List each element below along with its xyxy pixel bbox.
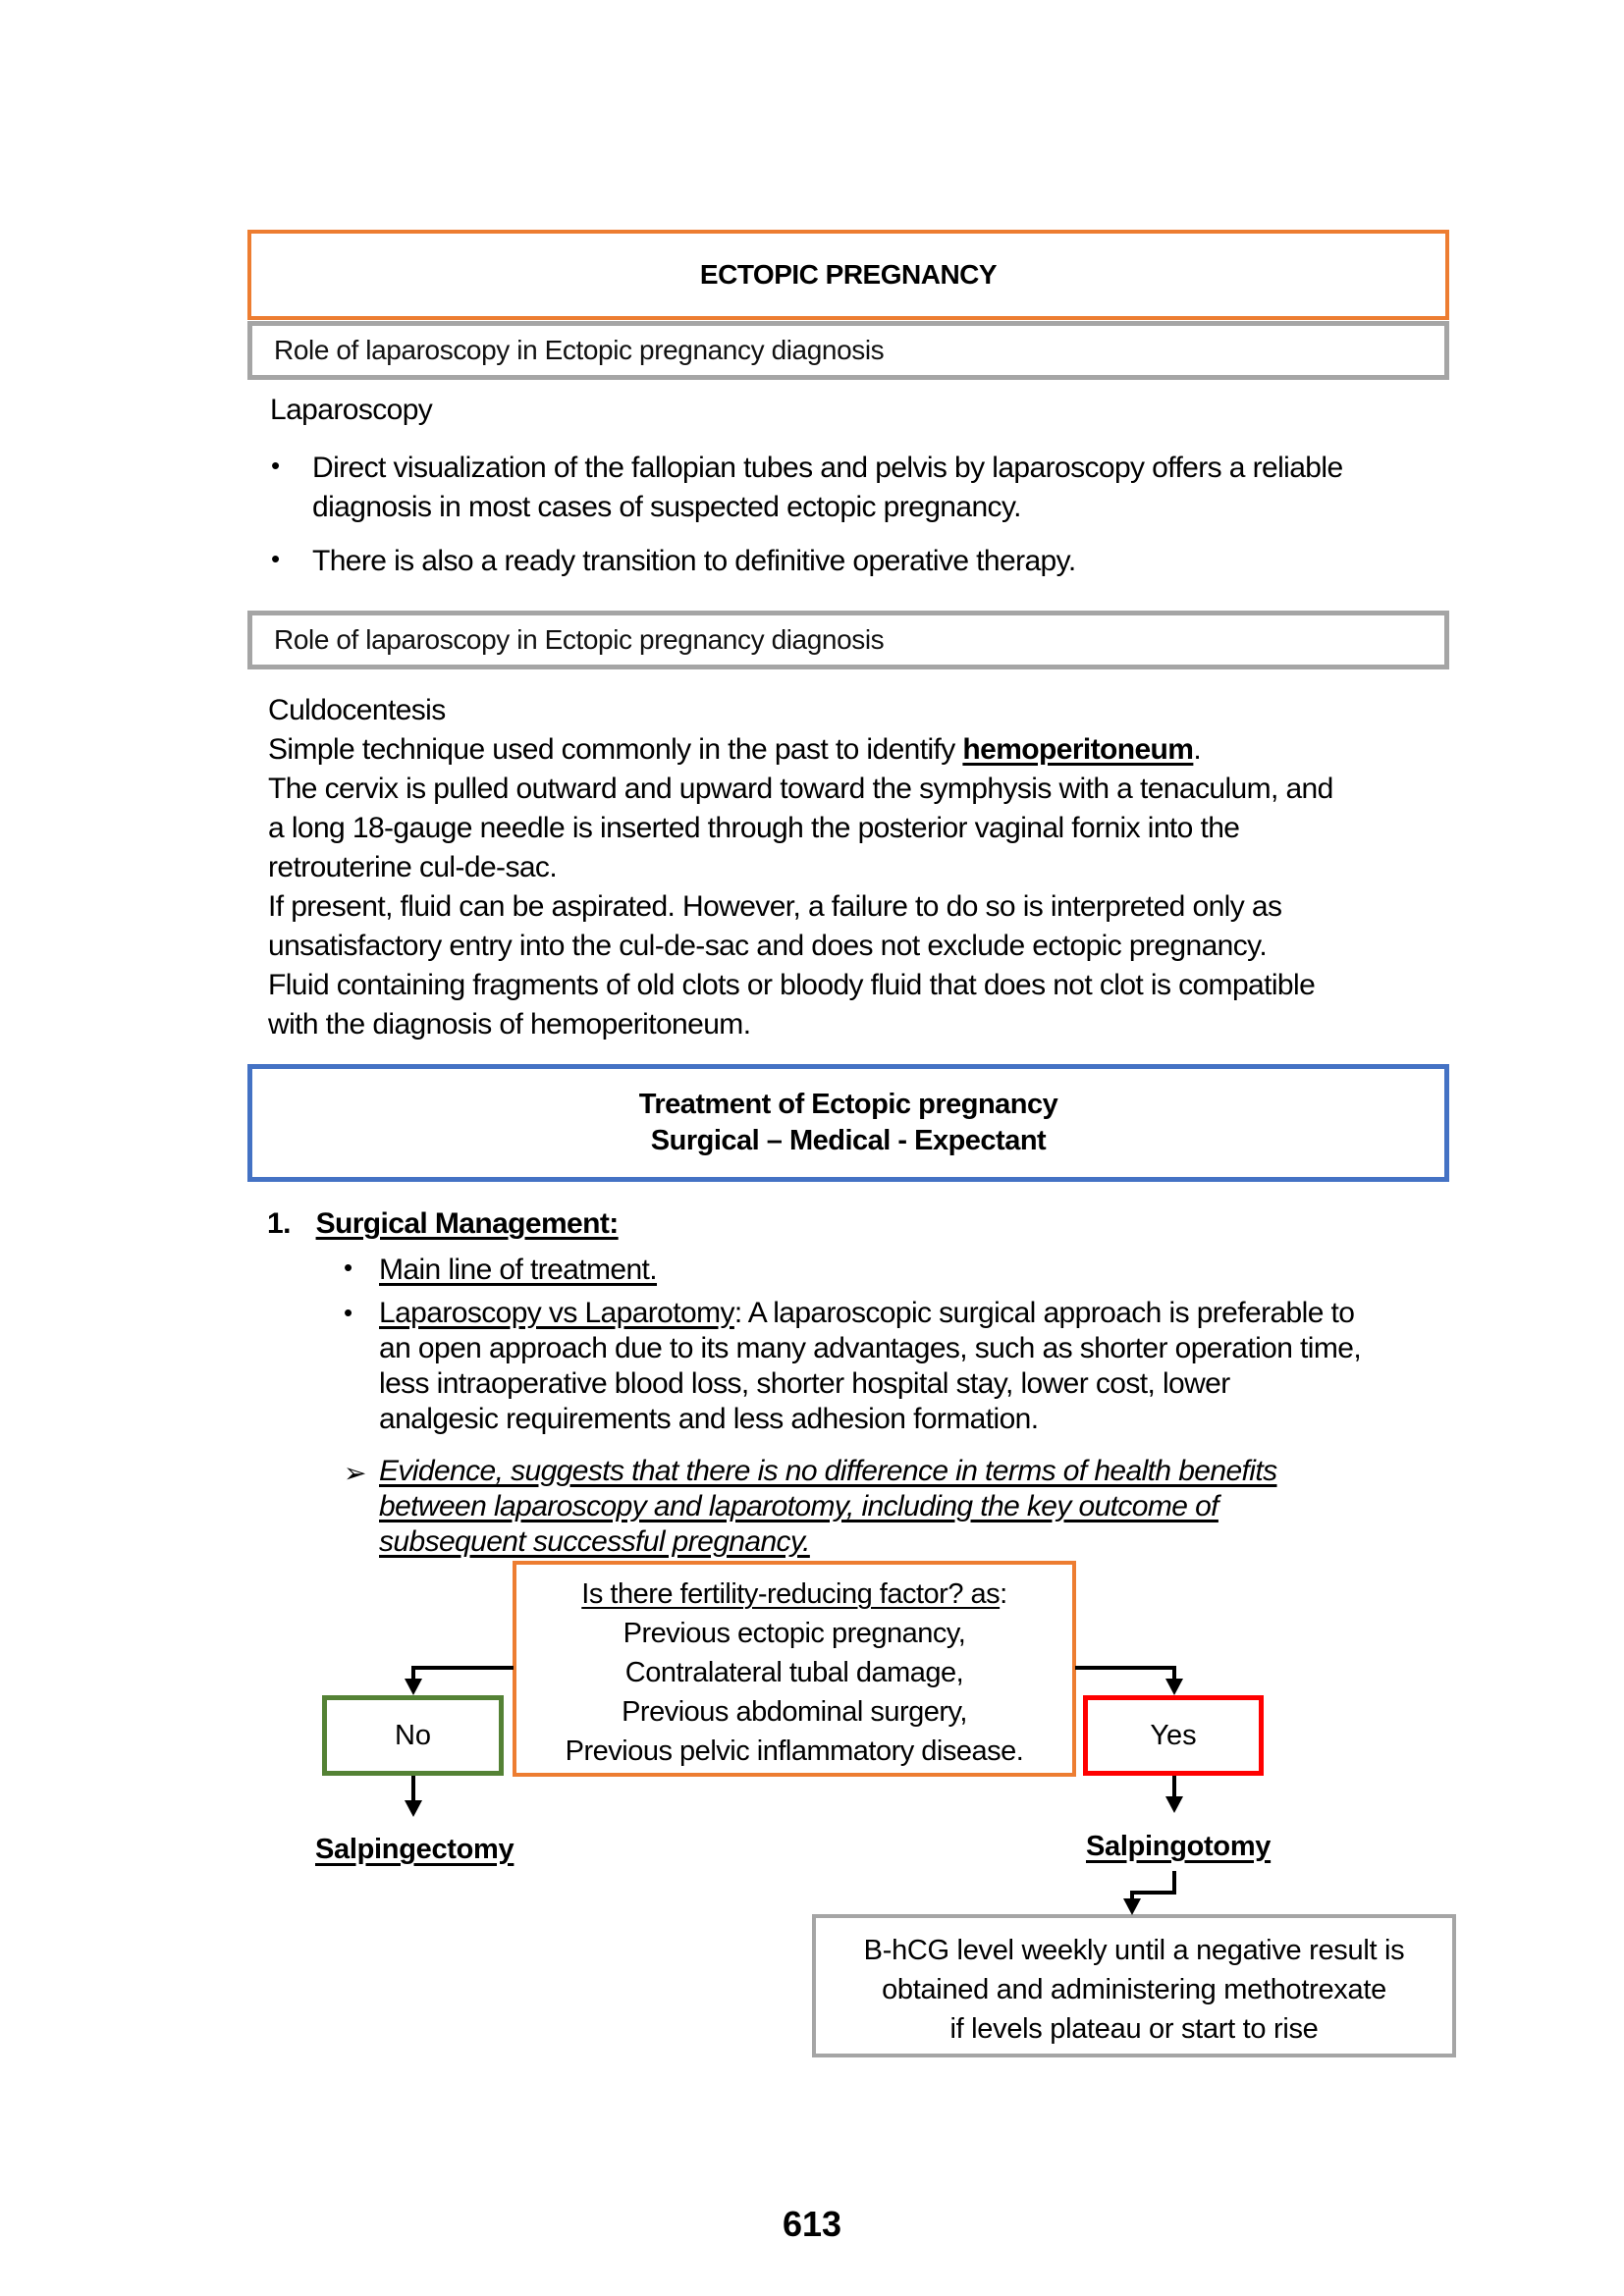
yes-label: Yes	[1150, 1719, 1197, 1751]
bullet-icon: •	[344, 1298, 353, 1327]
treatment-title: Treatment of Ectopic pregnancy	[638, 1089, 1058, 1120]
followup-line: B-hCG level weekly until a negative result is	[863, 1935, 1405, 1966]
arrowhead-icon	[405, 1800, 422, 1817]
bhcg-followup-box	[812, 1914, 1456, 2057]
factor-item: Previous abdominal surgery,	[622, 1696, 967, 1728]
laparoscopy-vs-laparotomy-label: Laparoscopy vs Laparotomy	[379, 1297, 734, 1329]
page-title: ECTOPIC PREGNANCY	[699, 259, 998, 290]
treatment-subtitle: Surgical – Medical - Expectant	[650, 1125, 1047, 1156]
paragraph-line: Simple technique used commonly in the past to identify hemoperitoneum.	[268, 733, 1202, 766]
connector-outcome-to-followup	[1132, 1871, 1174, 1900]
fertility-question-box	[513, 1561, 1076, 1777]
subheading-culdocentesis: Culdocentesis	[268, 694, 446, 726]
connector-to-no	[413, 1668, 514, 1681]
surgical-heading-text: Surgical Management:	[315, 1207, 619, 1240]
bullet-icon: •	[271, 544, 281, 573]
surgical-heading	[267, 1204, 619, 1244]
paragraph-line: If present, fluid can be aspirated. However, a failure to do so is interpreted only as	[268, 890, 1282, 923]
no-box	[322, 1695, 504, 1776]
paragraph-line: with the diagnosis of hemoperitoneum.	[268, 1008, 751, 1041]
yes-box	[1083, 1695, 1264, 1776]
culdocentesis-paragraph	[268, 691, 1333, 1044]
no-label: No	[394, 1719, 432, 1751]
paragraph-line: Fluid containing fragments of old clots or bloody fluid that does not clot is compatible	[268, 969, 1316, 1001]
section-header-text: Role of laparoscopy in Ectopic pregnancy diagnosis	[274, 335, 885, 365]
arrow-bullet-icon: ➢	[344, 1458, 367, 1488]
bullet-icon: •	[271, 451, 281, 480]
section-header-laparoscopy	[247, 321, 1449, 380]
paragraph-line: a long 18-gauge needle is inserted through the posterior vaginal fornix into the	[268, 812, 1240, 844]
bullet-icon: •	[344, 1253, 353, 1282]
factor-item: Contralateral tubal damage,	[624, 1657, 964, 1688]
subheading-laparoscopy: Laparoscopy	[270, 394, 433, 426]
factor-item: Previous ectopic pregnancy,	[623, 1618, 966, 1649]
list-number: 1.	[267, 1207, 291, 1240]
arrowhead-icon	[1165, 1679, 1183, 1695]
connector-to-yes	[1075, 1668, 1174, 1681]
salpingectomy-outcome: Salpingectomy	[315, 1834, 514, 1865]
treatment-box	[247, 1064, 1449, 1182]
followup-line: obtained and administering methotrexate	[882, 1974, 1386, 2005]
paragraph-line: The cervix is pulled outward and upward toward the symphysis with a tenaculum, and	[268, 773, 1333, 805]
arrowhead-icon	[405, 1679, 422, 1695]
title-box	[247, 230, 1449, 320]
factor-item: Previous pelvic inflammatory disease.	[565, 1735, 1024, 1767]
list-item: Direct visualization of the fallopian tubes and pelvis by laparoscopy offers a reliable diagnosis in most cases of suspected ectopic pregnancy.	[312, 452, 1343, 523]
paragraph-line: retrouterine cul-de-sac.	[268, 851, 558, 883]
list-item-main-line: Main line of treatment.	[379, 1254, 658, 1286]
list-item: There is also a ready transition to definitive operative therapy.	[312, 545, 1076, 577]
hemoperitoneum-emphasis: hemoperitoneum	[962, 733, 1194, 766]
arrowhead-icon	[1165, 1796, 1183, 1813]
arrowhead-icon	[1123, 1898, 1141, 1915]
evidence-note: Evidence, suggests that there is no difference in terms of health benefits between laparoscopy and laparotomy, including the key outcome of subsequent successful pregnancy.	[379, 1455, 1277, 1558]
question-heading: Is there fertility-reducing factor? as:	[581, 1578, 1007, 1610]
list-item-laparoscopy-vs-laparotomy: Laparoscopy vs Laparotomy: A laparoscopic surgical approach is preferable to an open approach due to its many advantages, such as shorter operation time, less intraoperative blood loss, shorter hospital stay, lower cost, lower analgesic requirements and less adhesion formation.	[379, 1297, 1362, 1435]
salpingotomy-outcome: Salpingotomy	[1086, 1831, 1272, 1862]
paragraph-line: unsatisfactory entry into the cul-de-sac and does not exclude ectopic pregnancy.	[268, 930, 1268, 962]
section-header-culdocentesis	[247, 611, 1449, 669]
followup-line: if levels plateau or start to rise	[949, 2013, 1319, 2045]
section-header-text: Role of laparoscopy in Ectopic pregnancy diagnosis	[274, 624, 885, 655]
page-number: 613	[782, 2204, 842, 2244]
